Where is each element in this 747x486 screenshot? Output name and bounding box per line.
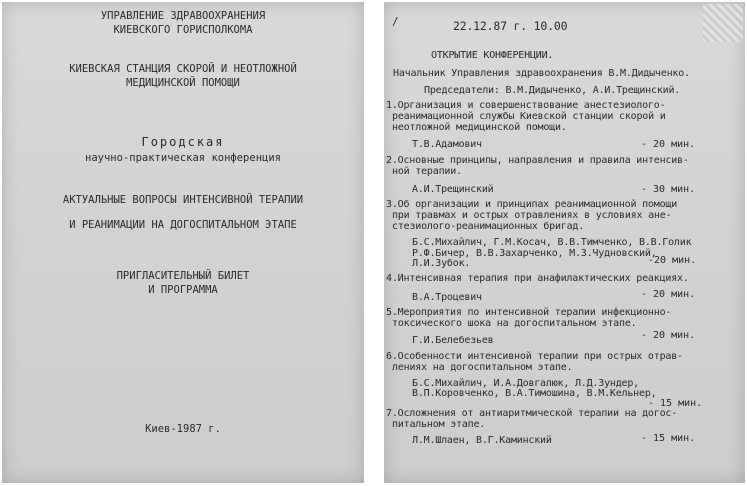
ticket-line-1: ПРИГЛАСИТЕЛЬНЫЙ БИЛЕТ bbox=[116, 270, 250, 282]
item-3-speakers-2: Р.Ф.Бичер, В.В.Захарченко, М.З.Чудновский, bbox=[412, 248, 657, 259]
item-1-line-1: 1.Организация и совершенствование анестезиолого- bbox=[386, 100, 666, 111]
item-6-duration: - 15 мин. bbox=[648, 398, 703, 409]
item-3-duration: -20 мин. bbox=[648, 255, 697, 266]
item-5-speaker: Г.И.Белебезьев bbox=[412, 335, 494, 346]
page-mark: / bbox=[392, 15, 399, 28]
item-4-duration: - 20 мин. bbox=[641, 289, 696, 300]
item-3-speakers-1: Б.С.Михайлич, Г.М.Косач, В.В.Тимченко, В.В.Голик bbox=[412, 237, 692, 248]
item-6-speakers-2: В.П.Коровченко, В.А.Тимошина, В.М.Кельнер, bbox=[412, 388, 657, 399]
opening-by: Начальник Управления здравоохранения В.М.Дидыченко. bbox=[393, 68, 690, 79]
item-2-speaker: А.И.Трещинский bbox=[412, 184, 494, 195]
item-6-speakers-1: Б.С.Михайлич, И.А.Довгалюк, Л.Д.Зундер, bbox=[412, 378, 639, 389]
org-line-1: УПРАВЛЕНИЕ ЗДРАВООХРАНЕНИЯ bbox=[100, 10, 266, 22]
item-2-line-1: 2.Основные принципы, направления и правила интенсив- bbox=[386, 155, 689, 166]
place-date: Киев-1987 г. bbox=[145, 423, 221, 435]
station-line-1: КИЕВСКАЯ СТАНЦИЯ СКОРОЙ И НЕОТЛОЖНОЙ bbox=[69, 63, 297, 75]
program-page bbox=[384, 2, 745, 483]
item-3-line-1: 3.Об организации и принципах реанимационной помощи bbox=[386, 199, 678, 210]
item-5-line-2: токсического шока на догоспитальном этапе. bbox=[392, 318, 637, 329]
conference-type: научно-практическая конференция bbox=[85, 152, 281, 164]
ticket-line-2: И ПРОГРАММА bbox=[148, 284, 218, 296]
program-datetime: 22.12.87 г. 10.00 bbox=[453, 19, 568, 33]
item-6-line-2: лениях на догоспитальном этапе. bbox=[392, 362, 573, 373]
item-1-line-2: реанимационной службы Киевской станции скорой и bbox=[392, 111, 666, 122]
item-7-line-2: питальном этапе. bbox=[392, 419, 486, 430]
conference-city: Городская bbox=[141, 135, 225, 149]
item-3-speakers-3: Л.И.Зубок. bbox=[412, 258, 471, 269]
item-1-line-3: неотложной медицинской помощи. bbox=[392, 122, 567, 133]
item-1-duration: - 20 мин. bbox=[641, 139, 696, 150]
item-2-line-2: ной терапии. bbox=[392, 166, 462, 177]
topic-line-1: АКТУАЛЬНЫЕ ВОПРОСЫ ИНТЕНСИВНОЙ ТЕРАПИИ bbox=[62, 194, 304, 206]
item-6-line-1: 6.Особенности интенсивной терапии при острых отрав- bbox=[386, 351, 683, 362]
item-7-speakers: Л.М.Шлаен, В.Г.Каминский bbox=[412, 435, 552, 446]
opening-heading: ОТКРЫТИЕ КОНФЕРЕНЦИИ. bbox=[431, 50, 554, 61]
photo-corner-texture bbox=[703, 4, 743, 42]
chairs: Председатели: В.М.Дидыченко, А.И.Трещинский. bbox=[424, 85, 681, 96]
item-7-duration: - 15 мин. bbox=[641, 433, 696, 444]
item-4-line-1: 4.Интенсивная терапия при анафилактических реакциях. bbox=[386, 273, 689, 284]
item-5-line-1: 5.Мероприятия по интенсивной терапии инфекционно- bbox=[386, 307, 672, 318]
item-3-line-2: при травмах и острых отравлениях в условиях ане- bbox=[392, 210, 672, 221]
item-5-duration: - 20 мин. bbox=[641, 330, 696, 341]
item-3-line-3: стезиолого-реанимационных бригад. bbox=[392, 221, 585, 232]
station-line-2: МЕДИЦИНСКОЙ ПОМОЩИ bbox=[126, 77, 240, 89]
item-1-speaker: Т.В.Адамович bbox=[412, 139, 482, 150]
topic-line-2: И РЕАНИМАЦИИ НА ДОГОСПИТАЛЬНОМ ЭТАПЕ bbox=[69, 219, 297, 231]
org-line-2: КИЕВСКОГО ГОРИСПОЛКОМА bbox=[113, 24, 253, 36]
item-4-speaker: В.А.Троцевич bbox=[412, 292, 482, 303]
item-2-duration: - 30 мин. bbox=[641, 184, 696, 195]
cover-page bbox=[2, 2, 364, 483]
item-7-line-1: 7.Осложнения от антиаритмической терапии на догос- bbox=[386, 408, 678, 419]
